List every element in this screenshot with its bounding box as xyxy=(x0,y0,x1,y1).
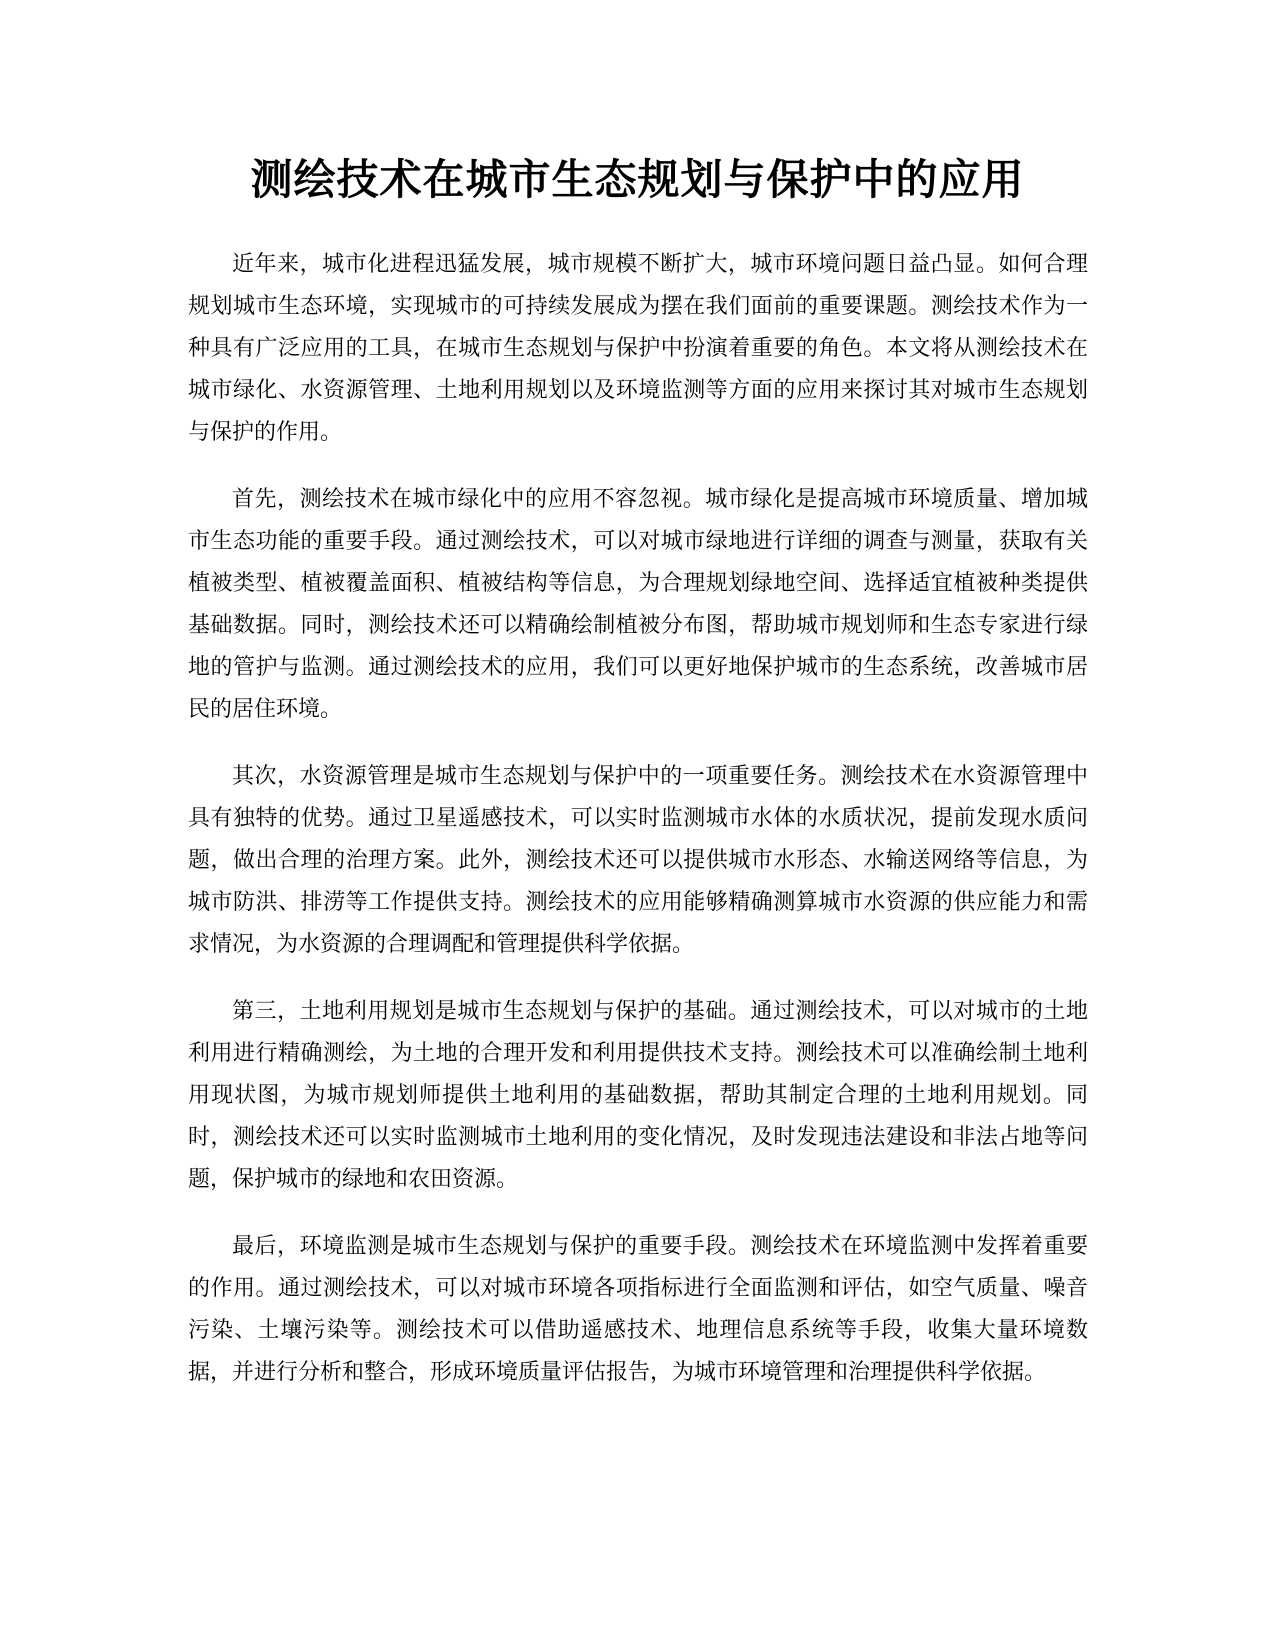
document-body xyxy=(188,244,1088,1419)
paragraph-water-resources: 其次，水资源管理是城市生态规划与保护中的一项重要任务。测绘技术在水资源管理中具有独特的优势。通过卫星遥感技术，可以实时监测城市水体的水质状况，提前发现水质问题，做出合理的治理方案。此外，测绘技术还可以提供城市水形态、水输送网络等信息，为城市防洪、排涝等工作提供支持。测绘技术的应用能够精确测算城市水资源的供应能力和需求情况，为水资源的合理调配和管理提供科学依据。 xyxy=(188,764,1088,957)
document-title: 测绘技术在城市生态规划与保护中的应用 xyxy=(250,155,1025,204)
paragraph-environment-monitoring: 最后，环境监测是城市生态规划与保护的重要手段。测绘技术在环境监测中发挥着重要的作用。通过测绘技术，可以对城市环境各项指标进行全面监测和评估，如空气质量、噪音污染、土壤污染等。测绘技术可以借助遥感技术、地理信息系统等手段，收集大量环境数据，并进行分析和整合，形成环境质量评估报告，为城市环境管理和治理提供科学依据。 xyxy=(188,1234,1088,1385)
paragraph-greening: 首先，测绘技术在城市绿化中的应用不容忽视。城市绿化是提高城市环境质量、增加城市生态功能的重要手段。通过测绘技术，可以对城市绿地进行详细的调查与测量，获取有关植被类型、植被覆盖面积、植被结构等信息，为合理规划绿地空间、选择适宜植被种类提供基础数据。同时，测绘技术还可以精确绘制植被分布图，帮助城市规划师和生态专家进行绿地的管护与监测。通过测绘技术的应用，我们可以更好地保护城市的生态系统，改善城市居民的居住环境。 xyxy=(188,487,1088,722)
paragraph-intro: 近年来，城市化进程迅猛发展，城市规模不断扩大，城市环境问题日益凸显。如何合理规划城市生态环境，实现城市的可持续发展成为摆在我们面前的重要课题。测绘技术作为一种具有广泛应用的工具，在城市生态规划与保护中扮演着重要的角色。本文将从测绘技术在城市绿化、水资源管理、土地利用规划以及环境监测等方面的应用来探讨其对城市生态规划与保护的作用。 xyxy=(188,252,1088,445)
paragraph-land-use: 第三，土地利用规划是城市生态规划与保护的基础。通过测绘技术，可以对城市的土地利用进行精确测绘，为土地的合理开发和利用提供技术支持。测绘技术可以准确绘制土地利用现状图，为城市规划师提供土地利用的基础数据，帮助其制定合理的土地利用规划。同时，测绘技术还可以实时监测城市土地利用的变化情况，及时发现违法建设和非法占地等问题，保护城市的绿地和农田资源。 xyxy=(188,999,1088,1192)
